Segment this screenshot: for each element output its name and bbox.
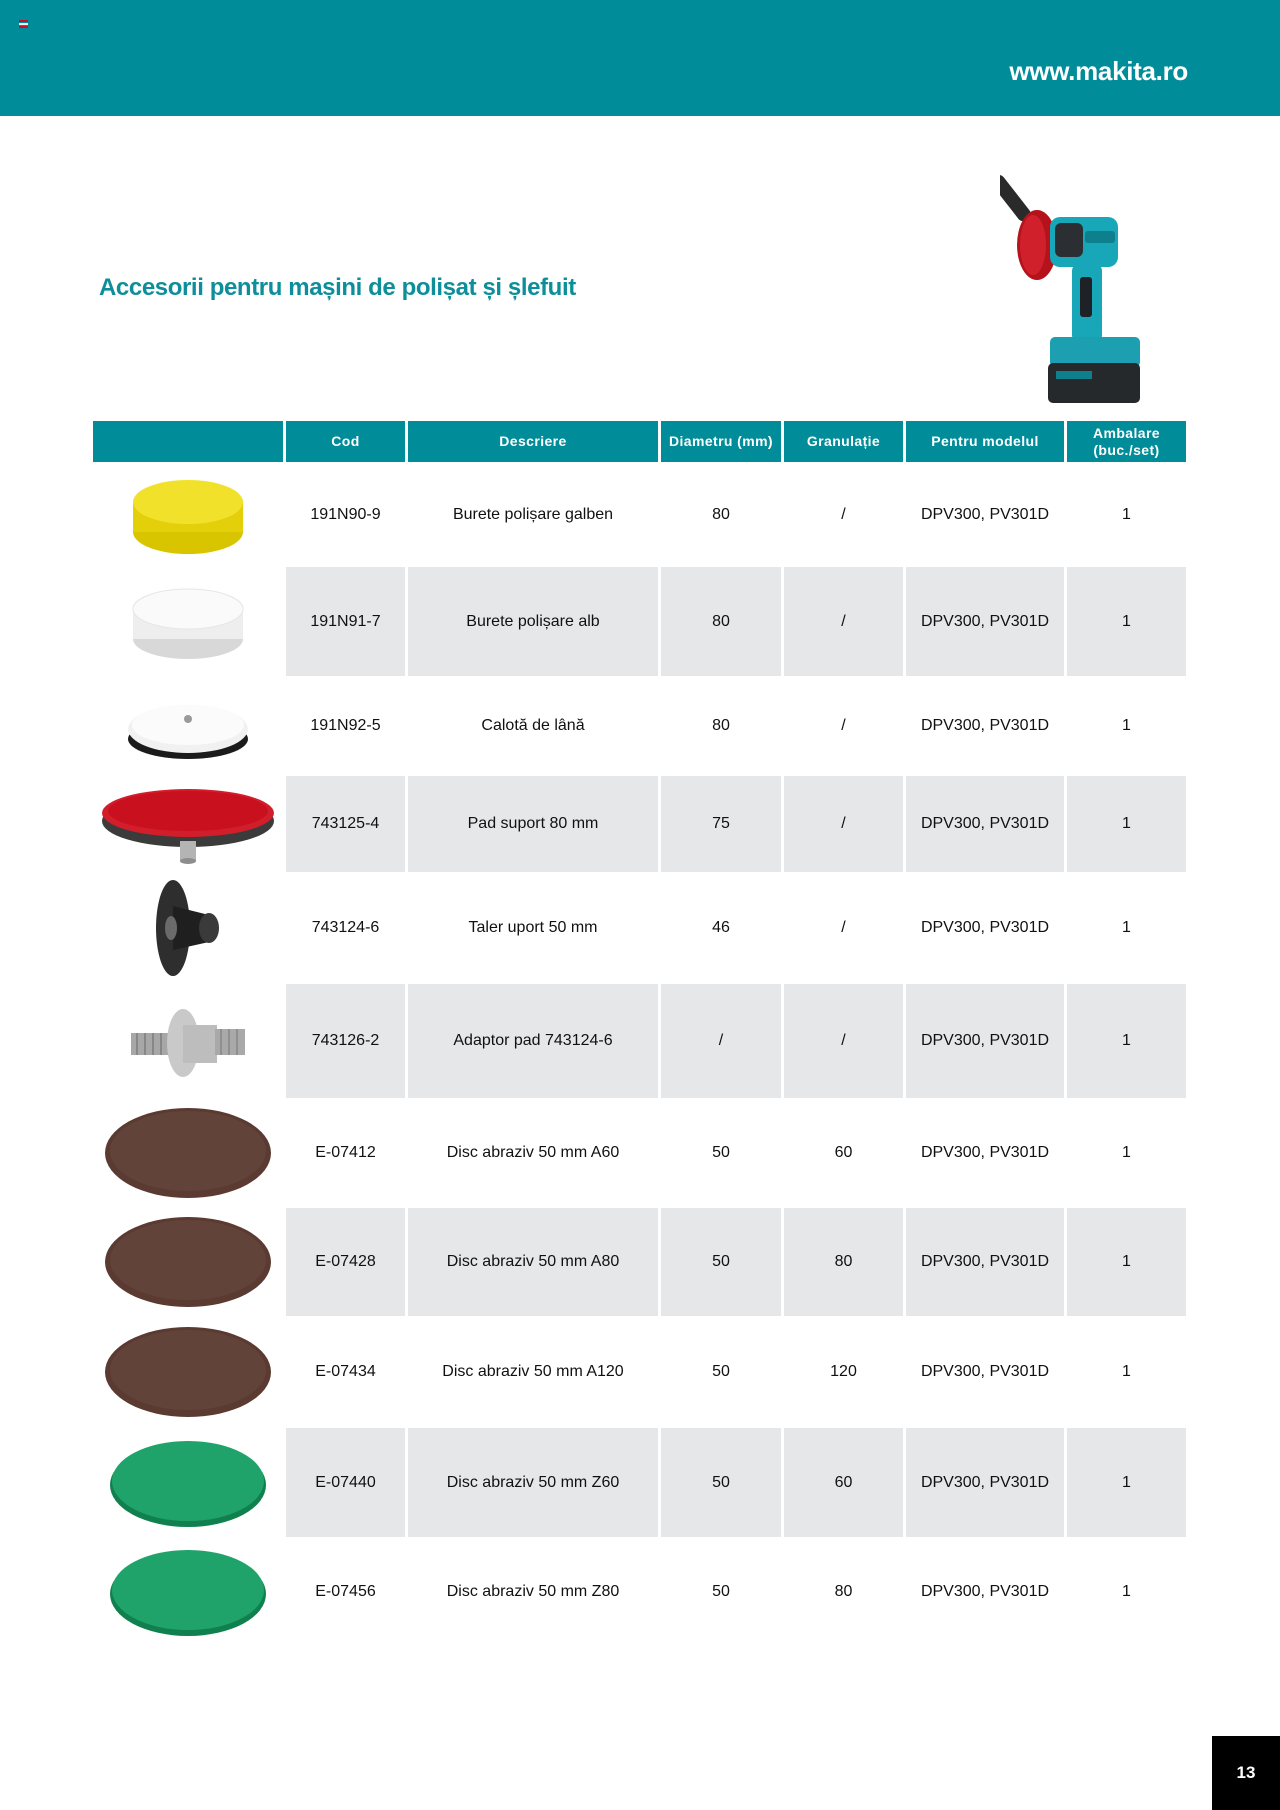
granulatie-cell: /: [784, 776, 903, 872]
diametru-cell: 50: [712, 1363, 730, 1380]
table-row: [93, 1316, 1188, 1428]
ambalare-cell: 1: [1122, 1363, 1131, 1380]
model-cell: DPV300, PV301D: [906, 1428, 1064, 1537]
cod-cell: 191N92-5: [310, 717, 381, 734]
model-cell: DPV300, PV301D: [906, 567, 1064, 676]
granulatie-cell: 80: [784, 1208, 903, 1316]
polisher-tool-image: [1000, 165, 1150, 410]
table-body: [93, 462, 1188, 1646]
cod-cell: 743125-4: [286, 776, 405, 872]
descriere-cell: Disc abraziv 50 mm A120: [442, 1363, 624, 1380]
granulatie-cell: /: [784, 984, 903, 1098]
granulatie-cell: 60: [784, 1428, 903, 1537]
page-title: Accesorii pentru mașini de polișat și șlefuit: [99, 274, 576, 301]
model-cell: DPV300, PV301D: [920, 919, 1050, 936]
product-image: [93, 776, 283, 872]
cod-cell: 191N91-7: [286, 567, 405, 676]
table-row: [93, 872, 1188, 984]
table-row: [93, 1098, 1188, 1208]
table-header: [93, 421, 1188, 462]
granulatie-cell: 80: [834, 1582, 853, 1600]
product-image: [93, 462, 283, 567]
cod-cell: E-07434: [315, 1363, 376, 1380]
product-image: [93, 676, 283, 776]
granulatie-cell: /: [784, 567, 903, 676]
granulatie-cell: 120: [830, 1363, 857, 1380]
col-header-granulatie: Granulație: [784, 421, 903, 462]
diametru-cell: 80: [661, 567, 781, 676]
product-image: [93, 567, 283, 676]
model-cell: DPV300, PV301D: [920, 505, 1050, 523]
cod-cell: 191N90-9: [310, 505, 381, 523]
model-cell: DPV300, PV301D: [920, 1144, 1050, 1161]
model-cell: DPV300, PV301D: [920, 1363, 1050, 1380]
diametru-cell: 50: [712, 1582, 730, 1600]
ambalare-cell: 1: [1122, 1582, 1131, 1600]
header-bar: [0, 0, 1280, 116]
descriere-cell: Burete polișare alb: [408, 567, 658, 676]
col-header-model: Pentru modelul: [906, 421, 1064, 462]
cod-cell: E-07428: [286, 1208, 405, 1316]
accessories-table: [93, 421, 1188, 1646]
table-row: [93, 984, 1188, 1098]
product-image: [93, 1537, 283, 1646]
granulatie-cell: /: [841, 505, 846, 523]
diametru-cell: 80: [712, 717, 730, 734]
site-url[interactable]: www.makita.ro: [1009, 56, 1188, 86]
granulatie-cell: /: [841, 919, 846, 936]
cod-cell: 743124-6: [311, 919, 380, 936]
table-row: [93, 462, 1188, 567]
table-row: [93, 676, 1188, 776]
granulatie-cell: 60: [834, 1144, 853, 1161]
product-image: [93, 1428, 283, 1537]
product-image: [93, 1208, 283, 1316]
diametru-cell: 50: [712, 1144, 730, 1161]
ambalare-cell: 1: [1122, 1144, 1131, 1161]
diametru-cell: 50: [661, 1428, 781, 1537]
descriere-cell: Pad suport 80 mm: [408, 776, 658, 872]
table-row: [93, 1208, 1188, 1316]
table-row: [93, 1428, 1188, 1537]
cod-cell: E-07412: [315, 1144, 376, 1161]
col-header-ambalare: Ambalare (buc./set): [1067, 421, 1186, 462]
col-header-cod: Cod: [286, 421, 405, 462]
romania-flag-icon: [19, 20, 28, 27]
descriere-cell: Calotă de lână: [481, 717, 585, 734]
model-cell: DPV300, PV301D: [906, 776, 1064, 872]
diametru-cell: /: [661, 984, 781, 1098]
granulatie-cell: /: [841, 717, 846, 734]
col-header-descriere: Descriere: [408, 421, 658, 462]
ambalare-cell: 1: [1122, 505, 1131, 523]
ambalare-cell: 1: [1067, 984, 1186, 1098]
diametru-cell: 80: [712, 505, 730, 523]
cod-cell: 743126-2: [286, 984, 405, 1098]
ambalare-cell: 1: [1067, 567, 1186, 676]
cod-cell: E-07456: [315, 1582, 376, 1600]
model-cell: DPV300, PV301D: [906, 984, 1064, 1098]
descriere-cell: Burete polișare galben: [452, 505, 614, 523]
col-header-diametru: Diametru (mm): [661, 421, 781, 462]
diametru-cell: 50: [661, 1208, 781, 1316]
model-cell: DPV300, PV301D: [920, 717, 1050, 734]
cod-cell: E-07440: [286, 1428, 405, 1537]
ambalare-cell: 1: [1067, 1208, 1186, 1316]
product-image: [93, 1098, 283, 1208]
descriere-cell: Disc abraziv 50 mm A80: [408, 1208, 658, 1316]
table-row: [93, 1537, 1188, 1646]
page-number: 13: [1212, 1736, 1280, 1810]
descriere-cell: Disc abraziv 50 mm A60: [446, 1144, 620, 1161]
ambalare-cell: 1: [1067, 1428, 1186, 1537]
diametru-cell: 75: [661, 776, 781, 872]
ambalare-cell: 1: [1067, 776, 1186, 872]
descriere-cell: Disc abraziv 50 mm Z60: [408, 1428, 658, 1537]
diametru-cell: 46: [712, 919, 730, 936]
descriere-cell: Taler uport 50 mm: [468, 919, 598, 936]
ambalare-cell: 1: [1122, 919, 1131, 936]
col-header-image: [93, 421, 283, 462]
product-image: [93, 872, 283, 984]
ambalare-cell: 1: [1122, 717, 1131, 734]
descriere-cell: Disc abraziv 50 mm Z80: [446, 1582, 620, 1600]
descriere-cell: Adaptor pad 743124-6: [408, 984, 658, 1098]
table-row: [93, 567, 1188, 676]
model-cell: DPV300, PV301D: [906, 1208, 1064, 1316]
table-row: [93, 776, 1188, 872]
product-image: [93, 984, 283, 1098]
model-cell: DPV300, PV301D: [920, 1582, 1050, 1600]
product-image: [93, 1316, 283, 1428]
